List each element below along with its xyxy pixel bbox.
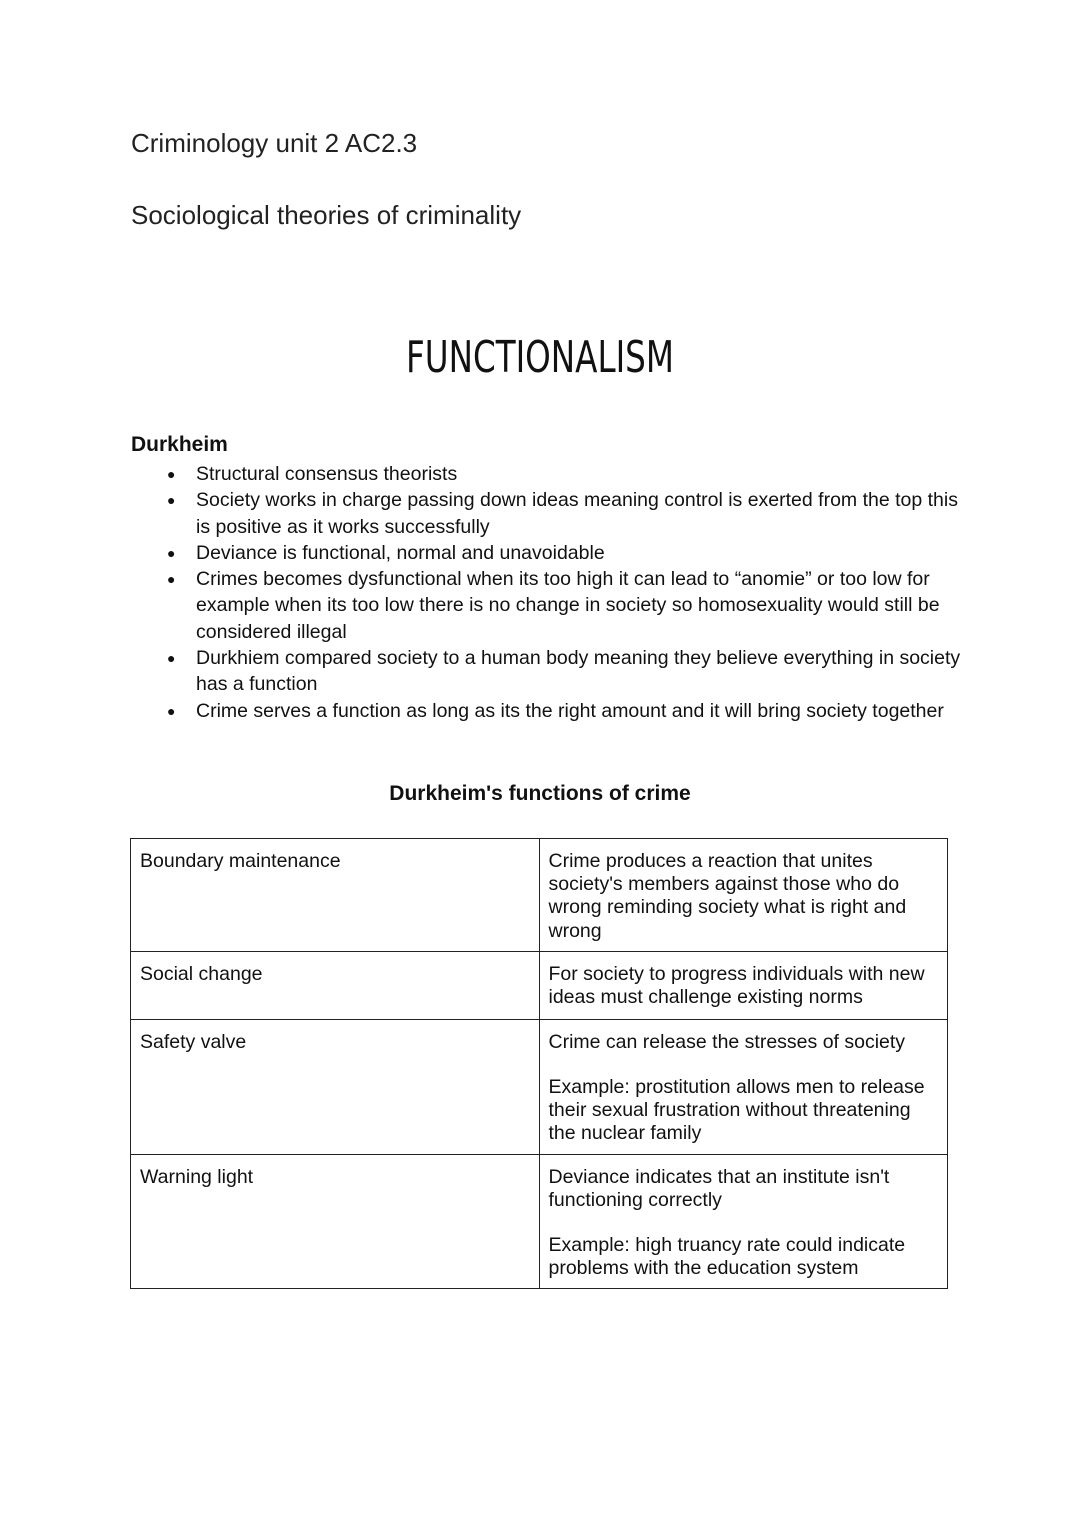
list-item [131,645,961,698]
bullet-icon: ● [167,544,176,561]
list-item [131,540,961,566]
description-text: Deviance indicates that an institute isn't functioning correctly [548,1165,890,1211]
bullet-icon: ● [167,492,176,509]
function-name-cell: Boundary maintenance [131,839,540,952]
example-text: Example: high truancy rate could indicate problems with the education system [548,1234,906,1280]
bullet-icon: ● [167,702,176,719]
list-item-text: Crime serves a function as long as its the right amount and it will bring society together [196,699,944,722]
section-heading: FUNCTIONALISM [406,332,674,383]
table-row [131,951,948,1019]
table-row [131,839,948,952]
list-item-text: Deviance is functional, normal and unavoidable [196,541,605,564]
function-name-cell: Social change [131,951,540,1019]
list-item-text: Society works in charge passing down ideas meaning control is exerted from the top this is positive as it works successfully [196,489,958,538]
table-row [131,1019,948,1154]
function-description-cell [539,1019,948,1154]
function-description-cell [539,839,948,952]
bullet-list [131,461,961,724]
table-row [131,1154,948,1289]
list-item [131,566,961,645]
list-item [131,461,961,487]
list-item-text: Crimes becomes dysfunctional when its too high it can lead to “anomie” or too low for example when its too low there is no change in society so homosexuality would still be considered illegal [196,568,940,643]
table-title: Durkheim's functions of crime [389,782,691,805]
description-text: For society to progress individuals with new ideas must challenge existing norms [548,962,925,1009]
bullet-icon: ● [167,466,176,482]
author-heading: Durkheim [131,433,228,456]
description-text: Crime produces a reaction that unites society's members against those who do wrong reminding society what is right and wrong [548,850,907,942]
function-description-cell [539,1154,948,1289]
list-item-text: Structural consensus theorists [196,463,458,485]
function-description-cell [539,951,948,1019]
list-item [131,698,961,724]
document-subtitle: Sociological theories of criminality [131,200,522,230]
list-item [131,487,961,540]
bullet-icon: ● [167,650,176,667]
functions-table [130,838,948,1289]
description-text: Crime can release the stresses of society [548,1030,906,1053]
function-name-cell: Warning light [131,1154,540,1289]
function-name-cell: Safety valve [131,1019,540,1154]
bullet-icon: ● [167,571,176,588]
example-text: Example: prostitution allows men to release their sexual frustration without threatening the nuclear family [548,1076,925,1145]
list-item-text: Durkhiem compared society to a human body meaning they believe everything in society has a function [196,647,961,696]
document-title: Criminology unit 2 AC2.3 [131,128,418,158]
